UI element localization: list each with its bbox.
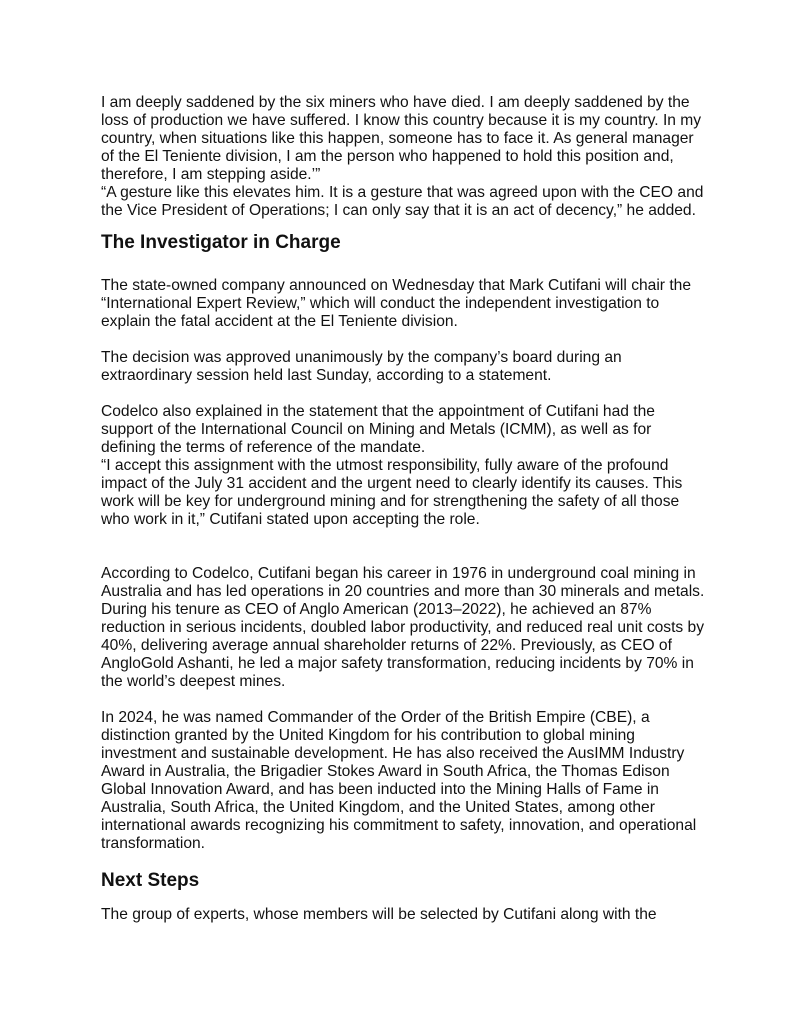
text-line: therefore, I am stepping aside.’”: [101, 166, 321, 183]
paragraph: [101, 277, 691, 331]
text-line: “I accept this assignment with the utmost responsibility, fully aware of the profound: [101, 457, 669, 474]
section-heading: Next Steps: [101, 870, 200, 891]
text-line: extraordinary session held last Sunday, according to a statement.: [101, 367, 552, 384]
text-line: distinction granted by the United Kingdom for his contribution to global mining: [101, 727, 635, 744]
text-line: According to Codelco, Cutifani began his career in 1976 in underground coal mining in: [101, 565, 696, 582]
text-line: explain the fatal accident at the El Teniente division.: [101, 313, 458, 330]
text-line: The state-owned company announced on Wednesday that Mark Cutifani will chair the: [101, 277, 692, 294]
paragraph: [101, 709, 696, 853]
text-line: I am deeply saddened by the six miners who have died. I am deeply saddened by the: [101, 94, 690, 111]
text-line: AngloGold Ashanti, he led a major safety transformation, reducing incidents by 70% in: [101, 655, 694, 672]
text-line: defining the terms of reference of the mandate.: [101, 439, 426, 456]
text-line: loss of production we have suffered. I know this country because it is my country. In my: [101, 112, 702, 129]
text-line: Australia and has led operations in 20 countries and more than 30 minerals and metals.: [101, 583, 705, 600]
paragraph: [101, 906, 657, 924]
text-line: “A gesture like this elevates him. It is a gesture that was agreed upon with the CEO and: [101, 184, 704, 201]
text-line: country, when situations like this happen, someone has to face it. As general manager: [101, 130, 694, 147]
text-line: reduction in serious incidents, doubled labor productivity, and reduced real unit costs by: [101, 619, 705, 636]
text-line: of the El Teniente division, I am the person who happened to hold this position and,: [101, 148, 674, 165]
paragraph: [101, 457, 682, 529]
paragraph: [101, 94, 703, 220]
text-line: 40%, delivering average annual shareholder returns of 22%. Previously, as CEO of: [101, 637, 672, 654]
text-line: In 2024, he was named Commander of the Order of the British Empire (CBE), a: [101, 709, 650, 726]
text-line: who work in it,” Cutifani stated upon accepting the role.: [101, 511, 480, 528]
paragraph: [101, 565, 704, 691]
text-line: investment and sustainable development. He has also received the AusIMM Industry: [101, 745, 685, 762]
text-line: The decision was approved unanimously by the company’s board during an: [101, 349, 622, 366]
paragraph: [101, 349, 622, 385]
text-line: transformation.: [101, 835, 206, 852]
text-line: Australia, South Africa, the United Kingdom, and the United States, among other: [101, 799, 655, 816]
text-line: the Vice President of Operations; I can only say that it is an act of decency,” he added.: [101, 202, 696, 219]
text-line: work will be key for underground mining and for strengthening the safety of all those: [101, 493, 680, 510]
section-heading: The Investigator in Charge: [101, 232, 341, 253]
text-line: “International Expert Review,” which will conduct the independent investigation to: [101, 295, 660, 312]
paragraph: [101, 403, 655, 457]
text-line: international awards recognizing his commitment to safety, innovation, and operational: [101, 817, 697, 834]
text-line: Global Innovation Award, and has been inducted into the Mining Halls of Fame in: [101, 781, 659, 798]
text-line: During his tenure as CEO of Anglo American (2013–2022), he achieved an 87%: [101, 601, 652, 618]
text-line: Codelco also explained in the statement that the appointment of Cutifani had the: [101, 403, 655, 420]
text-line: support of the International Council on Mining and Metals (ICMM), as well as for: [101, 421, 652, 438]
text-line: impact of the July 31 accident and the urgent need to clearly identify its causes. This: [101, 475, 683, 492]
text-line: Award in Australia, the Brigadier Stokes Award in South Africa, the Thomas Edison: [101, 763, 670, 780]
text-line: the world’s deepest mines.: [101, 673, 286, 690]
text-line: The group of experts, whose members will be selected by Cutifani along with the: [101, 906, 657, 923]
